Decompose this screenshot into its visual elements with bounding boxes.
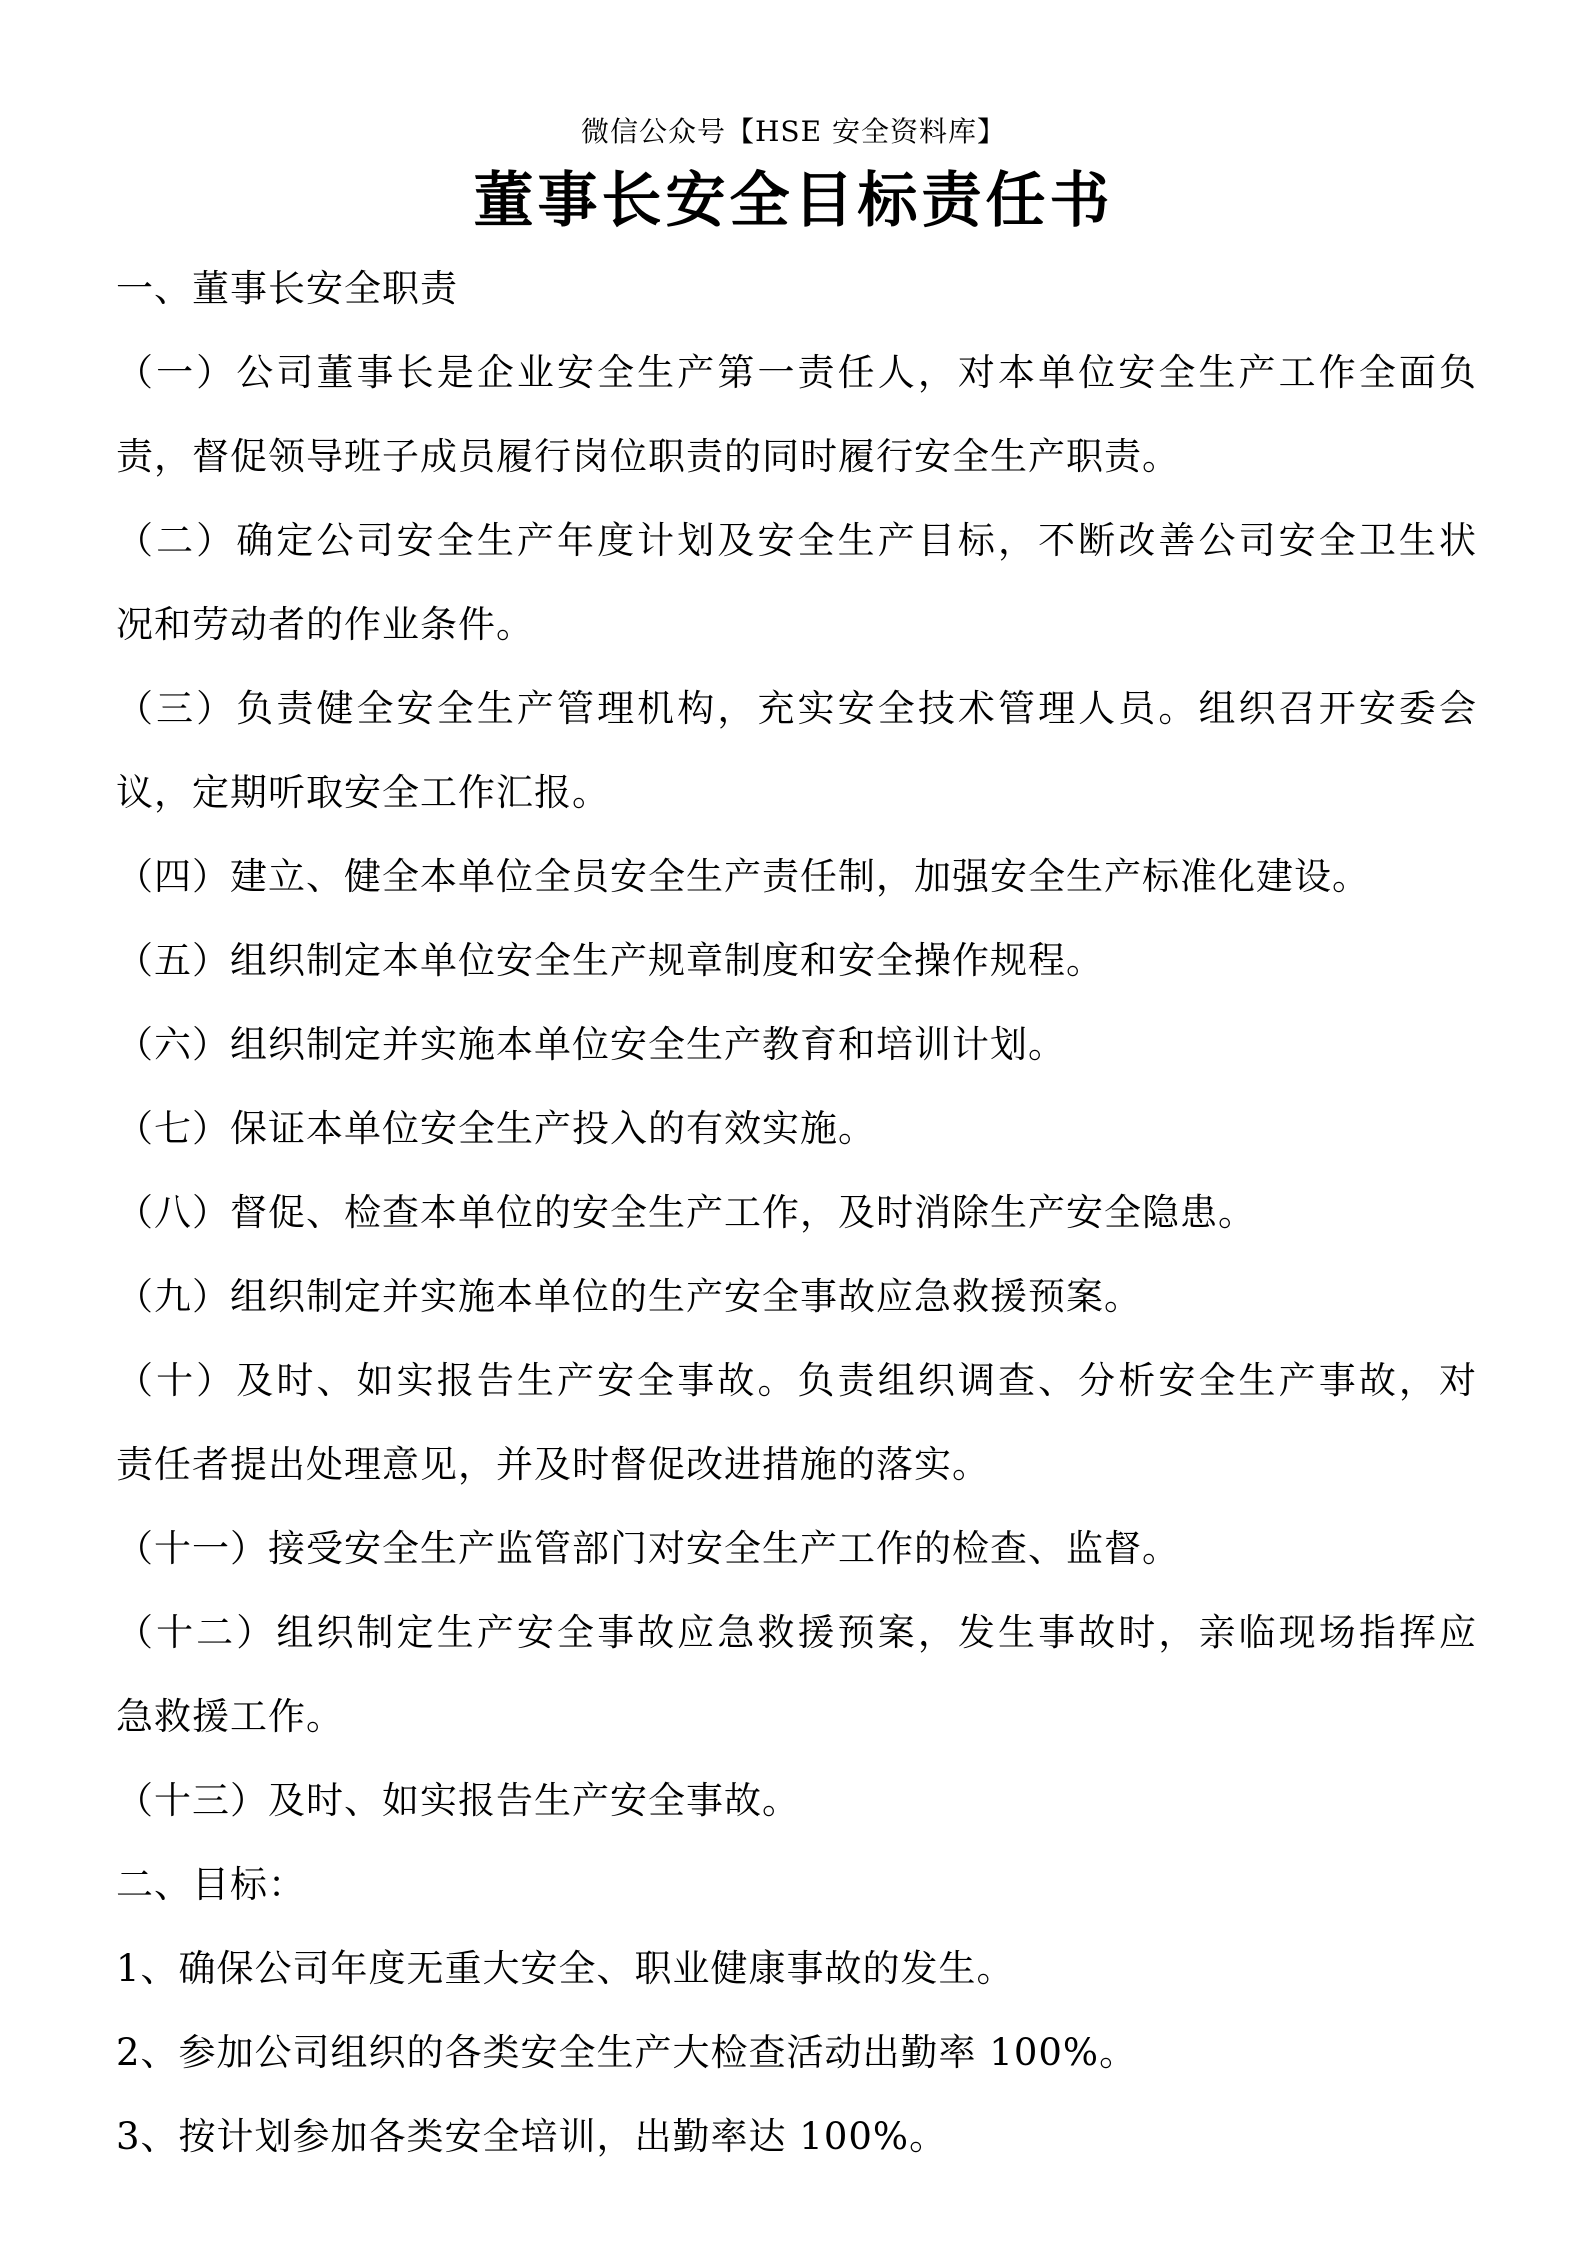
duty-2-line-2: 况和劳动者的作业条件。 [116,603,534,646]
goal-3: 3、按计划参加各类安全培训，出勤率达 100%。 [116,2115,948,2158]
duty-5: （五）组织制定本单位安全生产规章制度和安全操作规程。 [116,939,1104,982]
duty-3-line-2: 议，定期听取安全工作汇报。 [116,771,610,814]
duty-6: （六）组织制定并实施本单位安全生产教育和培训计划。 [116,1023,1066,1066]
section-heading-goals: 二、目标： [116,1863,306,1906]
goal-1: 1、确保公司年度无重大安全、职业健康事故的发生。 [116,1947,1015,1990]
duty-11: （十一）接受安全生产监管部门对安全生产工作的检查、监督。 [116,1527,1180,1570]
header-note: 微信公众号【HSE 安全资料库】 [581,115,1006,148]
duty-1-line-1: （一）公司董事长是企业安全生产第一责任人，对本单位安全生产工作全面负 [116,351,1476,394]
page-title: 董事长安全目标责任书 [473,166,1114,236]
duty-13: （十三）及时、如实报告生产安全事故。 [116,1779,800,1822]
duty-3-line-1: （三）负责健全安全生产管理机构，充实安全技术管理人员。组织召开安委会 [116,687,1476,730]
duty-7: （七）保证本单位安全生产投入的有效实施。 [116,1107,876,1150]
duty-12-line-2: 急救援工作。 [116,1695,344,1738]
duty-12-line-1: （十二）组织制定生产安全事故应急救援预案，发生事故时，亲临现场指挥应 [116,1611,1476,1654]
duty-8: （八）督促、检查本单位的安全生产工作，及时消除生产安全隐患。 [116,1191,1256,1234]
section-heading-duties: 一、董事长安全职责 [116,267,458,310]
duty-9: （九）组织制定并实施本单位的生产安全事故应急救援预案。 [116,1275,1142,1318]
document-body [116,247,1476,2179]
goal-2: 2、参加公司组织的各类安全生产大检查活动出勤率 100%。 [116,2031,1138,2074]
duty-10-line-1: （十）及时、如实报告生产安全事故。负责组织调查、分析安全生产事故，对 [116,1359,1476,1402]
duty-2-line-1: （二）确定公司安全生产年度计划及安全生产目标，不断改善公司安全卫生状 [116,519,1476,562]
duty-1-line-2: 责，督促领导班子成员履行岗位职责的同时履行安全生产职责。 [116,435,1180,478]
duty-4: （四）建立、健全本单位全员安全生产责任制，加强安全生产标准化建设。 [116,855,1370,898]
duty-10-line-2: 责任者提出处理意见，并及时督促改进措施的落实。 [116,1443,990,1486]
